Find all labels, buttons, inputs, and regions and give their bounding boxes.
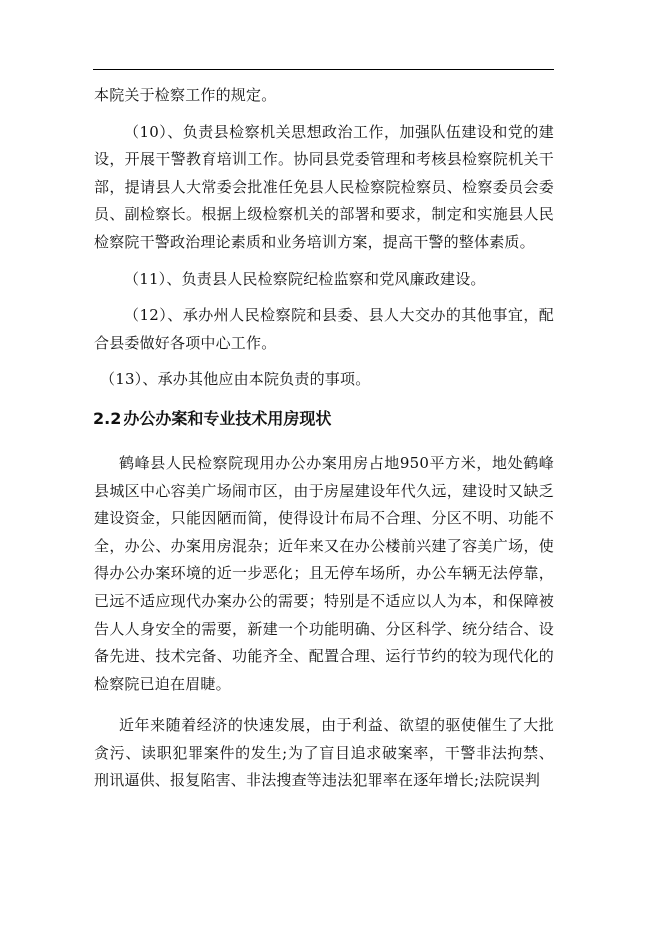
list-item-11: （11）、负责县人民检察院纪检监察和党风廉政建设。 [124,269,486,288]
list-item-13: （13）、承办其他应由本院负责的事项。 [100,370,371,389]
document-body [94,82,554,809]
continuation-text: 本院关于检察工作的规定。 [94,86,277,104]
section-heading [93,406,554,432]
body-paragraph-1: 鹤峰县人民检察院现用办公办案用房占地950平方米，地处鹤峰县城区中心容美广场闹市区，由于房屋建设年代久远，建设时又缺乏建设资金，只能因陋而简，使得设计布局不合理、分区不明、功能不全，办公、办案用房混杂；近年来又在办公楼前兴建了容美广场，使得办公办案环境的近一步恶化；且无停车场所，办公车辆无法停靠，已远不适应现代办案办公的需要；特别是不适应以人为本，和保障被告人人身安全的需要，新建一个功能明确、分区科学、统分结合、设备先进、技术完备、功能齐全、配置合理、运行节约的较为现代化的检察院已迫在眉睫。 [94,453,554,693]
list-item-10: （10）、负责县检察机关思想政治工作，加强队伍建设和党的建设，开展干警教育培训工作。协同县党委管理和考核县检察院机关干部，提请县人大常委会批准任免县人民检察院检察员、检察委员会委员、副检察长。根据上级检察机关的部署和要求，制定和实施县人民检察院干警政治理论素质和业务培训方案，提高干警的整体素质。 [94,122,554,251]
section-title: 办公办案和专业技术用房现状 [123,408,332,428]
section-number: 2.2 [93,408,122,428]
header-rule [93,69,554,70]
list-item-12: （12）、承办州人民检察院和县委、县人大交办的其他事宜，配合县委做好各项中心工作。 [94,306,554,352]
body-paragraph-2: 近年来随着经济的快速发展，由于利益、欲望的驱使催生了大批贪污、读职犯罪案件的发生;为了盲目追求破案率，干警非法拘禁、刑讯逼供、报复陷害、非法搜查等违法犯罪率在逐年增长;法院误判 [94,716,554,790]
